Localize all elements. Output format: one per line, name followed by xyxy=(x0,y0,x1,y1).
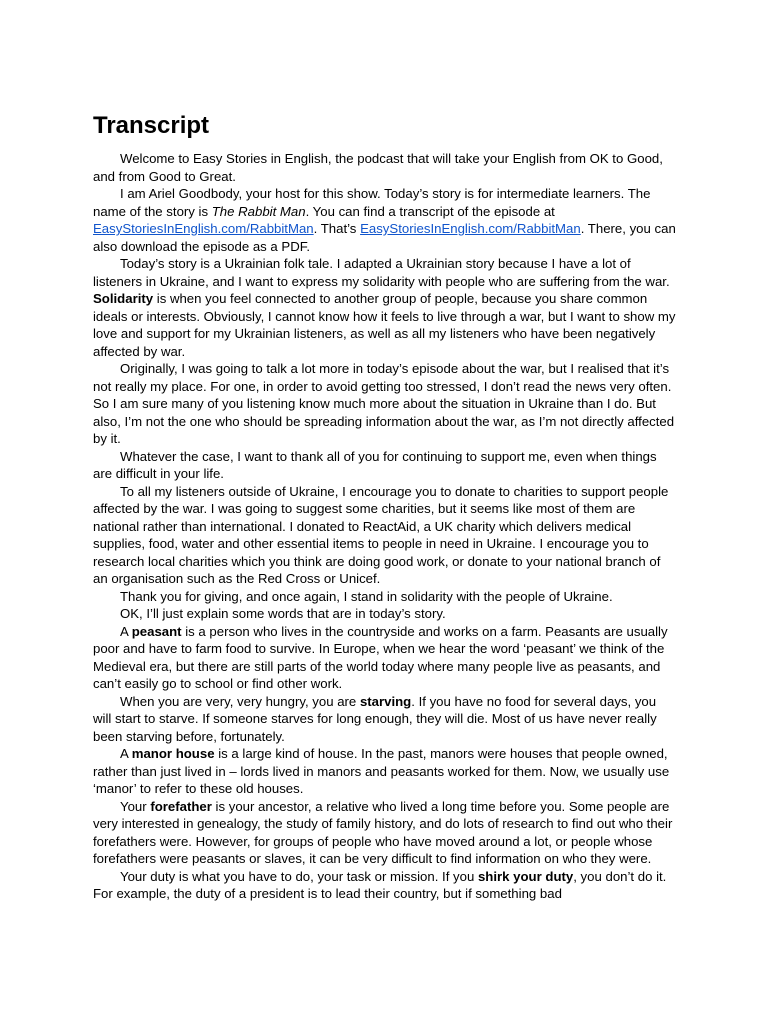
paragraph-text: , you don’t do it. For example, the duty of a president is to lead their country, but if something bad xyxy=(93,868,667,901)
transcript-body xyxy=(93,150,676,903)
paragraph-charities xyxy=(93,483,676,588)
paragraph-peasant xyxy=(93,623,676,693)
transcript-link[interactable]: EasyStoriesInEnglish.com/RabbitMan xyxy=(93,221,314,236)
paragraph-text: A xyxy=(120,623,132,639)
bold-term: starving xyxy=(359,693,412,709)
paragraph-starving xyxy=(93,693,676,746)
paragraph-text: Originally, I was going to talk a lot more in today’s episode about the war, but I realised that it’s not really my place. For one, in order to avoid getting too stressed, I don’t read the news very often. So I am sure many of you listening know much more about the situation in Ukraine than I do. But also, I’m not the one who should be spreading information about the war, as I’m not directly affected by it. xyxy=(93,361,675,446)
paragraph-text: . There, you can also download the episode as a PDF. xyxy=(93,221,676,254)
paragraph-text: is a large kind of house. In the past, manors were houses that people owned, rather than just lived in – lords lived in manors and peasants worked for them. Now, we usually use ‘manor’ to refer to these old houses. xyxy=(93,746,670,796)
paragraph-text: Your xyxy=(120,798,151,814)
bold-term: peasant xyxy=(131,623,182,639)
paragraph-text: . If you have no food for several days, you will start to starve. If someone starves for long enough, they will die. Most of us have never really been starving before, fortunately. xyxy=(93,693,657,744)
paragraph-text: Whatever the case, I want to thank all of you for continuing to support me, even when things are difficult in your life. xyxy=(93,448,657,481)
paragraph-text: Welcome to Easy Stories in English, the podcast that will take your English from OK to Good, and from Good to Great. xyxy=(93,151,663,184)
paragraph-text: is a person who lives in the countryside and works on a farm. Peasants are usually poor and have to farm food to survive. In Europe, when we hear the word ‘peasant’ we think of the Medieval era, but there are still parts of the world today where many people live as peasants, and can’t easily go to school or find other work. xyxy=(93,623,668,691)
paragraph-manor-house xyxy=(93,745,676,798)
paragraph-originally xyxy=(93,360,676,448)
page-title: Transcript xyxy=(93,112,210,139)
paragraph-text: Thank you for giving, and once again, I stand in solidarity with the people of Ukraine. xyxy=(120,588,613,604)
paragraph-thank-you xyxy=(93,588,676,606)
paragraph-text: A xyxy=(120,746,132,761)
paragraph-text: . That’s xyxy=(313,221,361,236)
paragraph-text: Your duty is what you have to do, your task or mission. If you xyxy=(120,868,478,884)
paragraph-explain xyxy=(93,605,676,623)
paragraph-whatever xyxy=(93,448,676,483)
paragraph-welcome xyxy=(93,150,676,185)
bold-term: shirk your duty xyxy=(477,868,574,884)
bold-term: manor house xyxy=(131,746,215,761)
paragraph-text: is when you feel connected to another group of people, because you share common ideals or interests. Obviously, I cannot know how it feels to live through a war, but I want to show my love and support for my Ukrainian listeners, as well as all my listeners who have been negatively affected by war. xyxy=(93,291,676,359)
bold-term: forefather xyxy=(150,798,212,814)
bold-term: Solidarity xyxy=(93,291,154,306)
paragraph-host xyxy=(93,185,676,255)
paragraph-text: Today’s story is a Ukrainian folk tale. I adapted a Ukrainian story because I have a lot of listeners in Ukraine, and I want to express my solidarity with people who are suffering from the war. xyxy=(93,256,670,289)
story-title: The Rabbit Man xyxy=(211,203,306,219)
transcript-link[interactable]: EasyStoriesInEnglish.com/RabbitMan xyxy=(360,221,581,236)
paragraph-forefather xyxy=(93,798,676,868)
paragraph-text: . You can find a transcript of the episode at xyxy=(305,203,555,219)
paragraph-text: To all my listeners outside of Ukraine, I encourage you to donate to charities to support people affected by the war. I was going to suggest some charities, but it seems like most of them are national rather than international. I donated to ReactAid, a UK charity which delivers medical supplies, food, water and other essential items to people in need in Ukraine. I encourage you to research local charities which you think are doing good work, or donate to your national branch of an organisation such as the Red Cross or Unicef. xyxy=(93,483,669,586)
paragraph-folk-tale xyxy=(93,255,676,360)
paragraph-text: I am Ariel Goodbody, your host for this show. Today’s story is for intermediate learners. The name of the story is xyxy=(93,186,651,219)
paragraph-text: When you are very, very hungry, you are xyxy=(120,693,360,709)
paragraph-duty xyxy=(93,868,676,903)
paragraph-text: is your ancestor, a relative who lived a long time before you. Some people are very interested in genealogy, the study of family history, and do lots of research to find out who their forefathers were. However, for groups of people who have moved around a lot, or people whose forefathers were peasants or slaves, it can be very difficult to find information on who they were. xyxy=(93,798,673,866)
paragraph-text: OK, I’ll just explain some words that are in today’s story. xyxy=(120,606,446,621)
